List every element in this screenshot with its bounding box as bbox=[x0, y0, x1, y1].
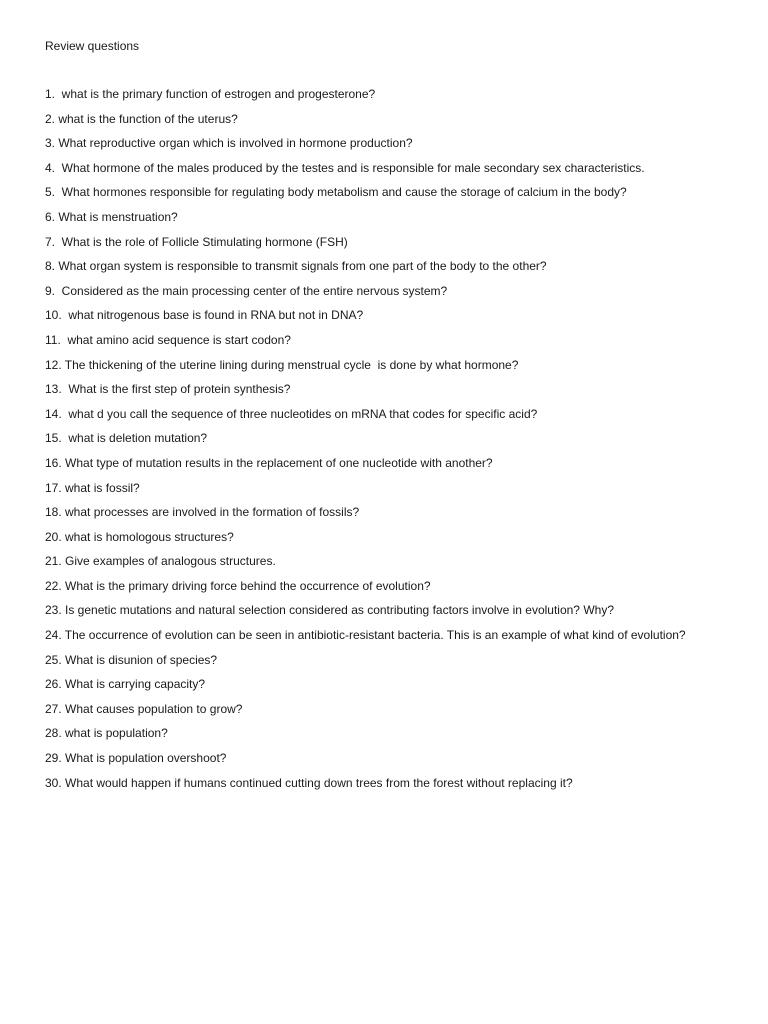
question-item: 12. The thickening of the uterine lining during menstrual cycle is done by what hormone? bbox=[45, 357, 519, 372]
question-item: 27. What causes population to grow? bbox=[45, 701, 243, 716]
question-item: 20. what is homologous structures? bbox=[45, 529, 234, 544]
question-item: 25. What is disunion of species? bbox=[45, 652, 218, 667]
question-item: 14. what d you call the sequence of three nucleotides on mRNA that codes for specific acid? bbox=[45, 406, 538, 421]
document-heading: Review questions bbox=[45, 39, 140, 53]
question-list bbox=[45, 86, 695, 799]
question-item: 11. what amino acid sequence is start codon? bbox=[45, 332, 291, 347]
question-item: 1. what is the primary function of estrogen and progesterone? bbox=[45, 87, 376, 101]
question-item: 13. What is the first step of protein synthesis? bbox=[45, 382, 291, 397]
question-item: 21. Give examples of analogous structures. bbox=[45, 554, 276, 569]
question-item: 18. what processes are involved in the formation of fossils? bbox=[45, 505, 360, 520]
question-item: 17. what is fossil? bbox=[45, 480, 140, 495]
question-item: 10. what nitrogenous base is found in RNA but not in DNA? bbox=[45, 308, 364, 323]
question-item: 26. What is carrying capacity? bbox=[45, 677, 206, 692]
question-item: 15. what is deletion mutation? bbox=[45, 431, 208, 446]
question-item: 22. What is the primary driving force behind the occurrence of evolution? bbox=[45, 578, 431, 593]
question-item: 8. What organ system is responsible to transmit signals from one part of the body to the other? bbox=[45, 259, 547, 274]
question-item: 3. What reproductive organ which is involved in hormone production? bbox=[45, 136, 413, 151]
question-item: 29. What is population overshoot? bbox=[45, 751, 227, 766]
question-item: 4. What hormone of the males produced by the testes and is responsible for male secondary sex characteristics. bbox=[45, 160, 645, 175]
question-item: 16. What type of mutation results in the replacement of one nucleotide with another? bbox=[45, 455, 493, 470]
question-item: 9. Considered as the main processing center of the entire nervous system? bbox=[45, 283, 448, 298]
question-item: 28. what is population? bbox=[45, 726, 168, 741]
question-item: 23. Is genetic mutations and natural selection considered as contributing factors involve in evolution? Why? bbox=[45, 603, 614, 618]
question-item: 30. What would happen if humans continued cutting down trees from the forest without replacing it? bbox=[45, 775, 573, 790]
question-item: 2. what is the function of the uterus? bbox=[45, 111, 238, 126]
question-item: 5. What hormones responsible for regulating body metabolism and cause the storage of calcium in the body? bbox=[45, 185, 627, 200]
question-item: 7. What is the role of Follicle Stimulating hormone (FSH) bbox=[45, 234, 348, 249]
question-item: 6. What is menstruation? bbox=[45, 209, 178, 224]
question-item: 24. The occurrence of evolution can be seen in antibiotic-resistant bacteria. This is an example of what kind of evolution? bbox=[45, 628, 686, 643]
